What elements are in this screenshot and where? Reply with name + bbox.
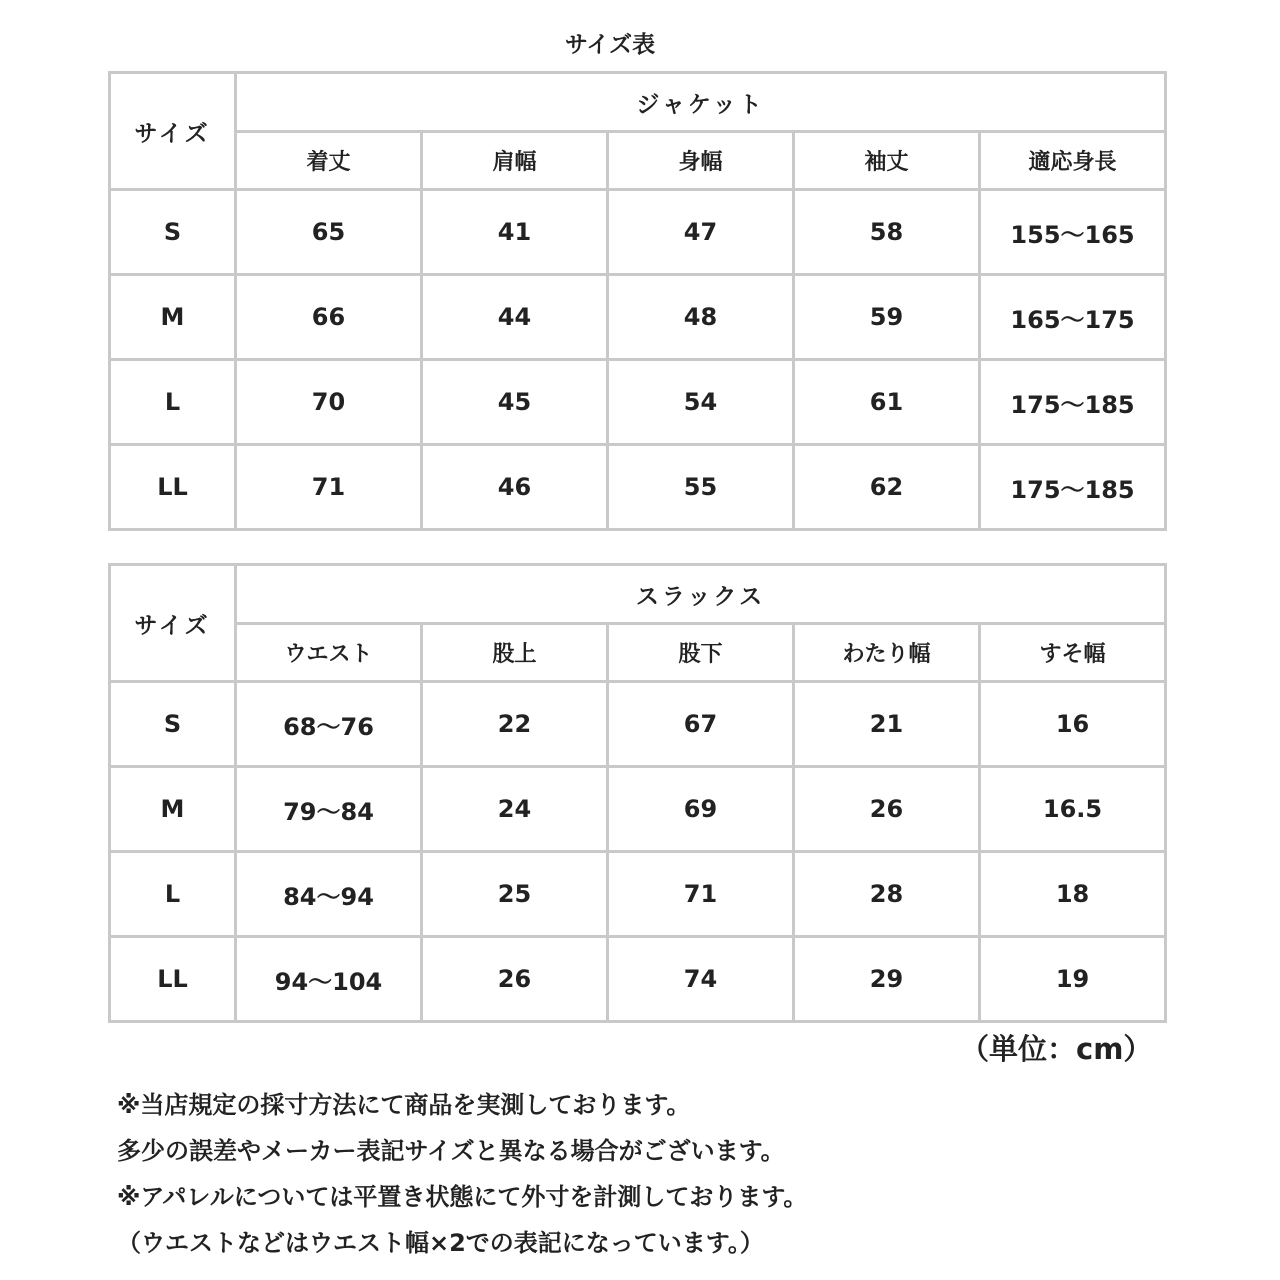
table-cell: 155～165	[980, 190, 1166, 275]
table-row	[110, 275, 1166, 360]
table-cell: 94～104	[236, 937, 422, 1022]
table-cell: 41	[422, 190, 608, 275]
column-header: 身幅	[608, 132, 794, 190]
table-cell: 25	[422, 852, 608, 937]
table-cell: 65	[236, 190, 422, 275]
notes-block	[117, 1082, 1217, 1266]
column-header: 肩幅	[422, 132, 608, 190]
table-cell: 26	[794, 767, 980, 852]
size-label: L	[110, 360, 236, 445]
column-header: わたり幅	[794, 624, 980, 682]
jacket-size-table	[108, 71, 1167, 531]
jacket-group-header: ジャケット	[236, 73, 1166, 132]
table-cell: 44	[422, 275, 608, 360]
table-cell: 84～94	[236, 852, 422, 937]
table-cell: 54	[608, 360, 794, 445]
column-header: 股上	[422, 624, 608, 682]
table-cell: 59	[794, 275, 980, 360]
table-row	[110, 682, 1166, 767]
size-label: M	[110, 275, 236, 360]
column-header: 股下	[608, 624, 794, 682]
table-cell: 175～185	[980, 445, 1166, 530]
table-cell: 47	[608, 190, 794, 275]
column-header: すそ幅	[980, 624, 1166, 682]
table-cell: 79～84	[236, 767, 422, 852]
note-line: ※当店規定の採寸方法にて商品を実測しております。	[117, 1091, 691, 1119]
table-cell: 61	[794, 360, 980, 445]
size-label: L	[110, 852, 236, 937]
size-label: M	[110, 767, 236, 852]
table-row	[110, 937, 1166, 1022]
size-column-header: サイズ	[110, 565, 236, 682]
table-cell: 165～175	[980, 275, 1166, 360]
column-header: 適応身長	[980, 132, 1166, 190]
table-row	[110, 190, 1166, 275]
unit-note: （単位：cm）	[960, 1032, 1153, 1066]
table-cell: 45	[422, 360, 608, 445]
note-line: ※アパレルについては平置き状態にて外寸を計測しております。	[117, 1183, 808, 1211]
table-cell: 26	[422, 937, 608, 1022]
table-cell: 18	[980, 852, 1166, 937]
slacks-size-table	[108, 563, 1167, 1023]
size-label: S	[110, 190, 236, 275]
table-cell: 69	[608, 767, 794, 852]
table-cell: 58	[794, 190, 980, 275]
table-cell: 55	[608, 445, 794, 530]
table-row	[110, 445, 1166, 530]
table-cell: 21	[794, 682, 980, 767]
table-cell: 71	[608, 852, 794, 937]
note-line: （ウエストなどはウエスト幅×2での表記になっています。）	[117, 1229, 764, 1257]
table-cell: 68～76	[236, 682, 422, 767]
table-cell: 16.5	[980, 767, 1166, 852]
table-row	[110, 852, 1166, 937]
table-row	[110, 767, 1166, 852]
table-cell: 71	[236, 445, 422, 530]
table-row	[110, 360, 1166, 445]
slacks-group-header: スラックス	[236, 565, 1166, 624]
column-header: ウエスト	[236, 624, 422, 682]
table-cell: 24	[422, 767, 608, 852]
table-cell: 16	[980, 682, 1166, 767]
table-cell: 175～185	[980, 360, 1166, 445]
column-header: 着丈	[236, 132, 422, 190]
table-cell: 66	[236, 275, 422, 360]
note-line: 多少の誤差やメーカー表記サイズと異なる場合がございます。	[117, 1137, 785, 1165]
size-label: LL	[110, 937, 236, 1022]
size-label: S	[110, 682, 236, 767]
table-cell: 48	[608, 275, 794, 360]
table-cell: 67	[608, 682, 794, 767]
size-column-header: サイズ	[110, 73, 236, 190]
table-cell: 19	[980, 937, 1166, 1022]
table-cell: 28	[794, 852, 980, 937]
table-cell: 22	[422, 682, 608, 767]
page-title: サイズ表	[564, 32, 656, 58]
table-cell: 70	[236, 360, 422, 445]
table-cell: 29	[794, 937, 980, 1022]
table-cell: 46	[422, 445, 608, 530]
table-cell: 74	[608, 937, 794, 1022]
size-label: LL	[110, 445, 236, 530]
column-header: 袖丈	[794, 132, 980, 190]
table-cell: 62	[794, 445, 980, 530]
